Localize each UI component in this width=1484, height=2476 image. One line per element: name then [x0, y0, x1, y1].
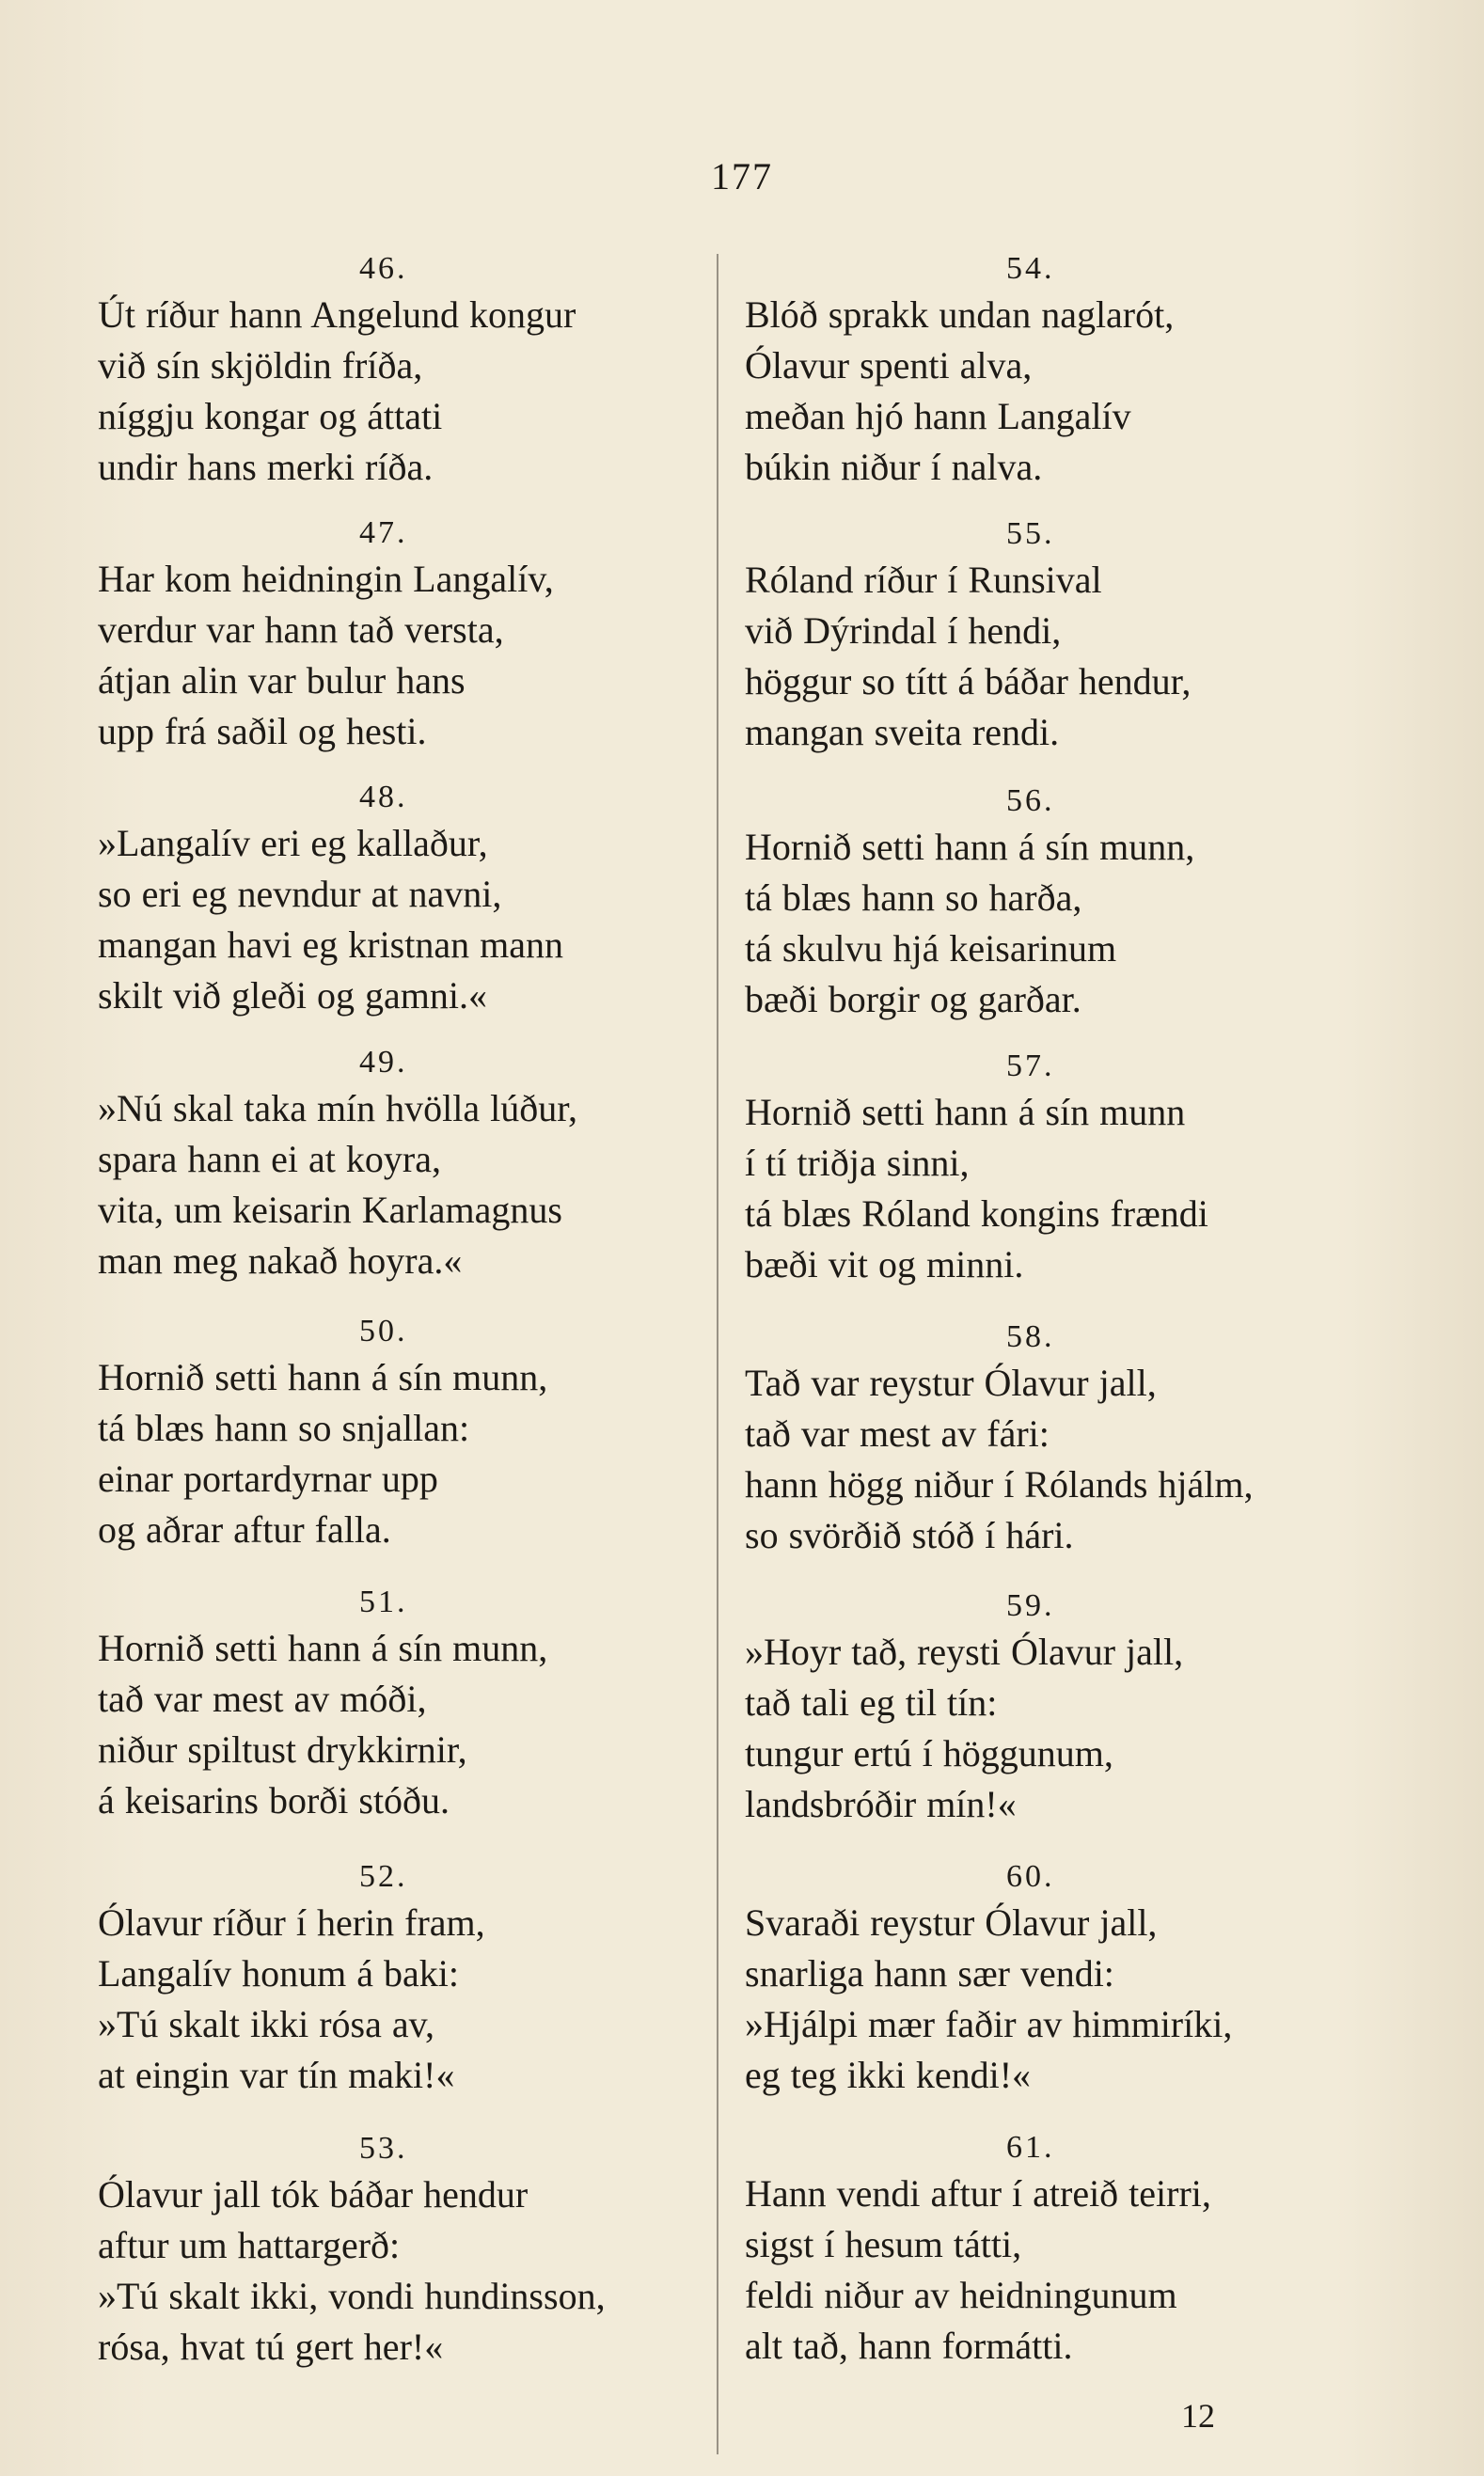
verse-line: »Langalív eri eg kallaður,: [98, 822, 488, 864]
verse-line: bæði vit og minni.: [745, 1243, 1024, 1285]
stanza-number: 50.: [359, 1314, 408, 1348]
stanza-number: 58.: [1006, 1319, 1055, 1354]
verse-line: Blóð sprakk undan naglarót,: [745, 293, 1175, 336]
stanza-58: [745, 1317, 1366, 1561]
page-number: 177: [711, 155, 773, 197]
verse-line: og aðrar aftur falla.: [98, 1508, 391, 1551]
verse-line: Út ríður hann Angelund kongur: [98, 293, 576, 336]
verse-line: tað var mest av móði,: [98, 1678, 427, 1720]
verse-line: spara hann ei at koyra,: [98, 1138, 441, 1180]
verse-line: Har kom heidningin Langalív,: [98, 558, 554, 600]
verse-line: rósa, hvat tú gert her!«: [98, 2326, 444, 2368]
verse-line: tá blæs Róland kongins frændi: [745, 1192, 1208, 1235]
stanza-number: 49.: [359, 1045, 408, 1080]
verse-line: eg teg ikki kendi!«: [745, 2054, 1032, 2096]
verse-line: Tað var reystur Ólavur jall,: [745, 1362, 1157, 1404]
verse-line: tungur ertú í höggunum,: [745, 1732, 1113, 1774]
verse-line: vita, um keisarin Karlamagnus: [98, 1189, 562, 1231]
verse-line: Hornið setti hann á sín munn,: [98, 1627, 548, 1669]
verse-line: so svörðið stóð í hári.: [745, 1514, 1074, 1556]
verse-line: snarliga hann sær vendi:: [745, 1952, 1114, 1995]
stanza-number: 59.: [1006, 1588, 1055, 1623]
stanza-53: [98, 2128, 718, 2373]
verse-line: Ólavur jall tók báðar hendur: [98, 2173, 529, 2216]
stanza-59: [745, 1585, 1366, 1830]
stanza-57: [745, 1046, 1366, 1290]
verse-line: so eri eg nevndur at navni,: [98, 873, 502, 915]
verse-line: tað tali eg til tín:: [745, 1681, 998, 1724]
verse-line: »Tú skalt ikki, vondi hundinsson,: [98, 2275, 606, 2317]
signature-mark: 12: [1181, 2397, 1215, 2435]
stanza-49: [98, 1042, 718, 1286]
verse-line: mangan sveita rendi.: [745, 711, 1060, 753]
stanza-number: 56.: [1006, 783, 1055, 818]
stanza-54: [745, 248, 1366, 493]
verse-line: Ólavur ríður í herin fram,: [98, 1901, 485, 1944]
stanza-56: [745, 781, 1366, 1025]
verse-line: Langalív honum á baki:: [98, 1952, 460, 1995]
verse-line: at eingin var tín maki!«: [98, 2054, 455, 2096]
verse-line: Hornið setti hann á sín munn,: [745, 826, 1195, 868]
verse-line: tá blæs hann so harða,: [745, 876, 1082, 919]
verse-line: »Tú skalt ikki rósa av,: [98, 2003, 435, 2045]
verse-line: man meg nakað hoyra.«: [98, 1239, 463, 1282]
verse-line: bæði borgir og garðar.: [745, 978, 1081, 1020]
verse-line: »Hoyr tað, reysti Ólavur jall,: [745, 1631, 1184, 1673]
stanza-number: 52.: [359, 1859, 408, 1894]
stanza-number: 54.: [1006, 251, 1055, 286]
verse-line: Hornið setti hann á sín munn,: [98, 1356, 548, 1398]
verse-line: meðan hjó hann Langalív: [745, 395, 1131, 437]
stanza-46: [98, 248, 718, 493]
stanza-number: 46.: [359, 251, 408, 286]
verse-line: mangan havi eg kristnan mann: [98, 923, 563, 966]
stanza-51: [98, 1582, 718, 1826]
verse-line: feldi niður av heidningunum: [745, 2274, 1177, 2316]
verse-line: landsbróðir mín!«: [745, 1783, 1017, 1825]
verse-line: aftur um hattargerð:: [98, 2224, 401, 2266]
verse-line: átjan alin var bulur hans: [98, 659, 466, 702]
verse-line: við sín skjöldin fríða,: [98, 344, 423, 386]
verse-line: Hann vendi aftur í atreið teirri,: [745, 2172, 1211, 2215]
verse-line: »Nú skal taka mín hvölla lúður,: [98, 1087, 577, 1129]
verse-line: skilt við gleði og gamni.«: [98, 974, 487, 1017]
verse-line: við Dýrindal í hendi,: [745, 609, 1062, 652]
stanza-61: [745, 2127, 1366, 2372]
verse-line: einar portardyrnar upp: [98, 1458, 438, 1500]
stanza-number: 55.: [1006, 516, 1055, 551]
verse-line: sigst í hesum tátti,: [745, 2223, 1022, 2265]
stanza-50: [98, 1311, 718, 1555]
stanza-55: [745, 513, 1366, 758]
verse-line: Svaraði reystur Ólavur jall,: [745, 1901, 1158, 1944]
stanza-number: 60.: [1006, 1859, 1055, 1894]
stanza-60: [745, 1856, 1366, 2101]
verse-line: Hornið setti hann á sín munn: [745, 1091, 1186, 1133]
stanza-number: 57.: [1006, 1049, 1055, 1083]
verse-line: tá skulvu hjá keisarinum: [745, 927, 1117, 970]
stanza-47: [98, 513, 718, 757]
verse-line: á keisarins borði stóðu.: [98, 1779, 450, 1822]
verse-line: búkin niður í nalva.: [745, 446, 1043, 488]
stanza-number: 61.: [1006, 2130, 1055, 2165]
stanza-number: 51.: [359, 1585, 408, 1619]
verse-line: tá blæs hann so snjallan:: [98, 1407, 470, 1449]
verse-line: í tí triðja sinni,: [745, 1142, 970, 1184]
verse-line: upp frá saðil og hesti.: [98, 710, 427, 752]
verse-line: »Hjálpi mær faðir av himmiríki,: [745, 2003, 1233, 2045]
verse-line: hann högg niður í Rólands hjálm,: [745, 1463, 1254, 1506]
verse-line: alt tað, hann formátti.: [745, 2325, 1073, 2367]
verse-line: höggur so títt á báðar hendur,: [745, 660, 1192, 702]
stanza-48: [98, 777, 718, 1021]
verse-line: undir hans merki ríða.: [98, 446, 434, 488]
stanza-number: 48.: [359, 780, 408, 814]
stanza-number: 47.: [359, 515, 408, 550]
verse-line: tað var mest av fári:: [745, 1412, 1050, 1455]
stanza-52: [98, 1856, 718, 2101]
verse-line: níggju kongar og áttati: [98, 395, 443, 437]
verse-line: Róland ríður í Runsival: [745, 559, 1102, 601]
verse-line: niður spiltust drykkirnir,: [98, 1728, 467, 1771]
verse-line: verdur var hann tað versta,: [98, 608, 504, 651]
verse-line: Ólavur spenti alva,: [745, 344, 1033, 386]
stanza-number: 53.: [359, 2131, 408, 2166]
